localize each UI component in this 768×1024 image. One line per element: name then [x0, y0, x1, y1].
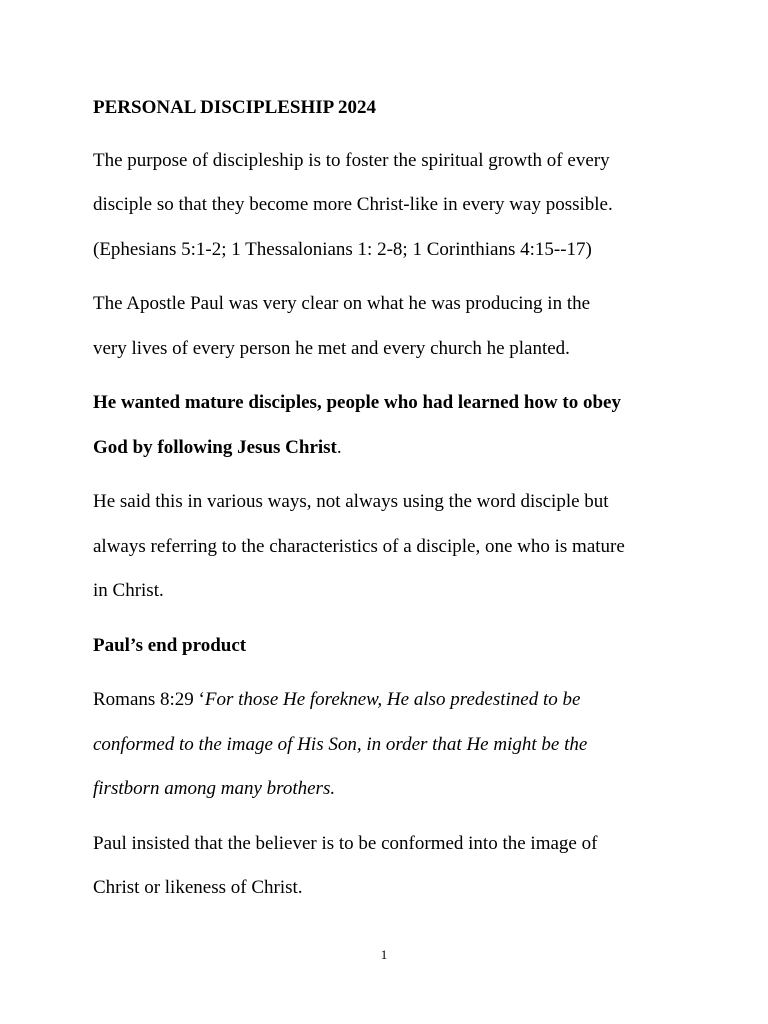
paragraph-line [93, 678, 693, 723]
paragraph-line: He said this in various ways, not always using the word disciple but [93, 491, 609, 512]
bold-phrase: God by following Jesus Christ [93, 436, 337, 458]
paragraph-line: disciple so that they become more Christ-like in every way possible. [93, 194, 613, 215]
paragraph-line: always referring to the characteristics of a disciple, one who is mature [93, 535, 625, 557]
paragraph-apostle-paul [93, 282, 693, 371]
document-page [93, 86, 693, 921]
paragraph-purpose [93, 139, 693, 273]
scripture-quote-line: conformed to the image of His Son, in order that He might be the [93, 733, 588, 755]
scripture-reference: Romans 8:29 ‘ [93, 689, 205, 710]
scripture-quote-line: firstborn among many brothers. [93, 778, 336, 799]
paragraph-line: in Christ. [93, 580, 164, 601]
punctuation: . [336, 436, 342, 458]
paragraph-romans-quote [93, 678, 693, 812]
paragraph-line: The purpose of discipleship is to foster the spiritual growth of every [93, 149, 610, 171]
document-title: PERSONAL DISCIPLESHIP 2024 [93, 97, 376, 118]
page-number: 1 [380, 947, 388, 962]
paragraph-line: Paul insisted that the believer is to be conformed into the image of [93, 832, 598, 854]
paragraph-conformed [93, 822, 693, 911]
paragraph-mature-disciples [93, 381, 693, 470]
paragraph-line: He wanted mature disciples, people who had learned how to obey [93, 392, 621, 413]
paragraph-line: The Apostle Paul was very clear on what he was producing in the [93, 293, 591, 314]
paragraph-various-ways [93, 480, 693, 614]
paragraph-line [93, 426, 693, 471]
paragraph-line: very lives of every person he met and every church he planted. [93, 337, 570, 359]
scripture-quote: For those He foreknew, He also predestined to be [204, 689, 581, 710]
paragraph-line: (Ephesians 5:1-2; 1 Thessalonians 1: 2-8; 1 Corinthians 4:15--17) [93, 238, 592, 260]
section-heading: Paul’s end product [93, 634, 247, 656]
paragraph-line: Christ or likeness of Christ. [93, 877, 303, 898]
